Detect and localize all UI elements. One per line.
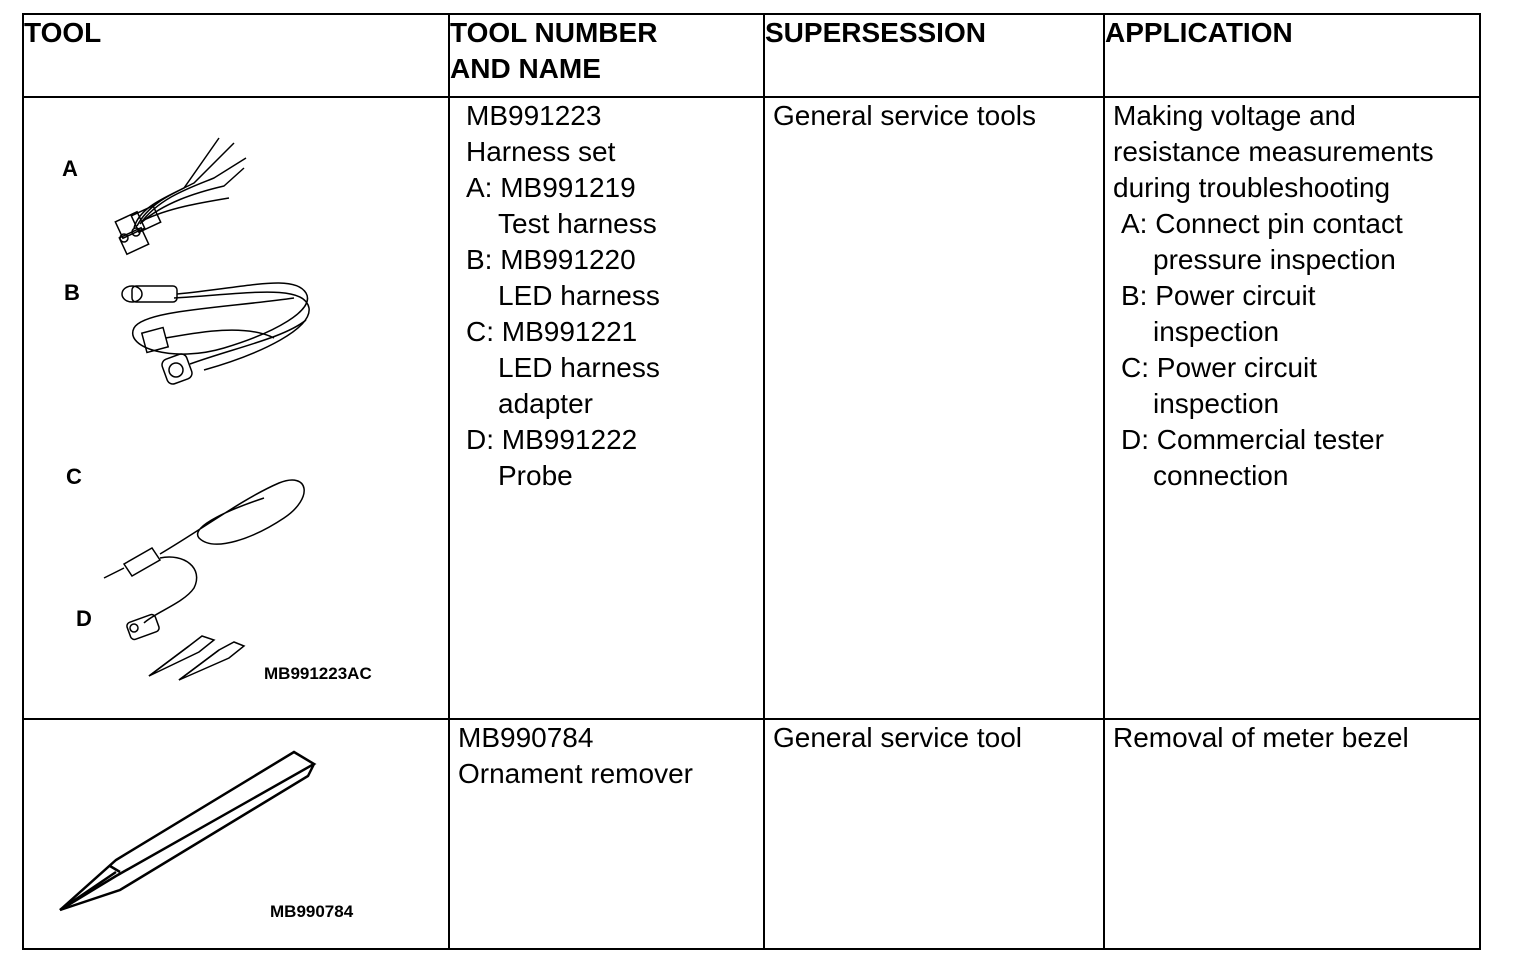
figure-code: MB991223AC — [264, 664, 372, 683]
figure-label-c: C — [66, 464, 82, 489]
application-line: Removal of meter bezel — [1113, 722, 1409, 753]
application-line: during troubleshooting — [1113, 172, 1391, 203]
tool-number-line: B: MB991220 — [466, 244, 636, 275]
tool-number-line: MB991223 — [466, 100, 602, 131]
tool-number-line: Harness set — [466, 136, 616, 167]
probe-icon — [149, 636, 244, 680]
application-cell — [1104, 719, 1480, 949]
supersession-text: General service tools — [773, 100, 1037, 131]
header-tool-number-line1: TOOL NUMBER — [450, 17, 658, 48]
header-application: APPLICATION — [1104, 14, 1480, 97]
tool-number-line: LED harness — [498, 280, 660, 311]
application-line: pressure inspection — [1153, 244, 1396, 275]
ornament-remover-illustration — [24, 720, 448, 948]
figure-label-a: A — [62, 156, 78, 181]
application-line: A: Connect pin contact — [1121, 208, 1403, 239]
header-tool-number-line2: AND NAME — [450, 53, 601, 84]
figure-label-d: D — [76, 606, 92, 631]
header-tool: TOOL — [23, 14, 449, 97]
led-harness-icon — [122, 283, 309, 386]
tool-number-line: Probe — [498, 460, 573, 491]
application-line: connection — [1153, 460, 1289, 491]
tool-figure-cell — [23, 97, 449, 719]
application-line: Making voltage and — [1113, 100, 1356, 131]
header-tool-number — [449, 14, 764, 97]
application-line: D: Commercial tester — [1121, 424, 1384, 455]
tool-number-line: MB990784 — [458, 722, 594, 753]
led-harness-adapter-icon — [104, 480, 304, 641]
tool-number-line: adapter — [498, 388, 593, 419]
application-line: inspection — [1153, 388, 1280, 419]
supersession-cell — [764, 97, 1104, 719]
test-harness-icon — [115, 138, 246, 254]
application-cell — [1104, 97, 1480, 719]
application-line: inspection — [1153, 316, 1280, 347]
tool-number-line: LED harness — [498, 352, 660, 383]
figure-label-b: B — [64, 280, 80, 305]
supersession-text: General service tool — [773, 722, 1023, 753]
special-tools-table — [22, 13, 1481, 950]
application-line: B: Power circuit — [1121, 280, 1316, 311]
supersession-cell — [764, 719, 1104, 949]
table-row — [23, 97, 1480, 719]
tool-number-line: Test harness — [498, 208, 657, 239]
tool-number-cell — [449, 97, 764, 719]
header-supersession: SUPERSESSION — [764, 14, 1104, 97]
tool-number-line: Ornament remover — [458, 758, 693, 789]
application-line: C: Power circuit — [1121, 352, 1318, 383]
tool-number-cell — [449, 719, 764, 949]
table-row — [23, 719, 1480, 949]
tool-number-line: A: MB991219 — [466, 172, 636, 203]
tool-number-line: D: MB991222 — [466, 424, 638, 455]
application-line: resistance measurements — [1113, 136, 1434, 167]
figure-code: MB990784 — [270, 902, 354, 921]
tool-number-line: C: MB991221 — [466, 316, 638, 347]
header-row — [23, 14, 1480, 97]
tool-figure-cell — [23, 719, 449, 949]
